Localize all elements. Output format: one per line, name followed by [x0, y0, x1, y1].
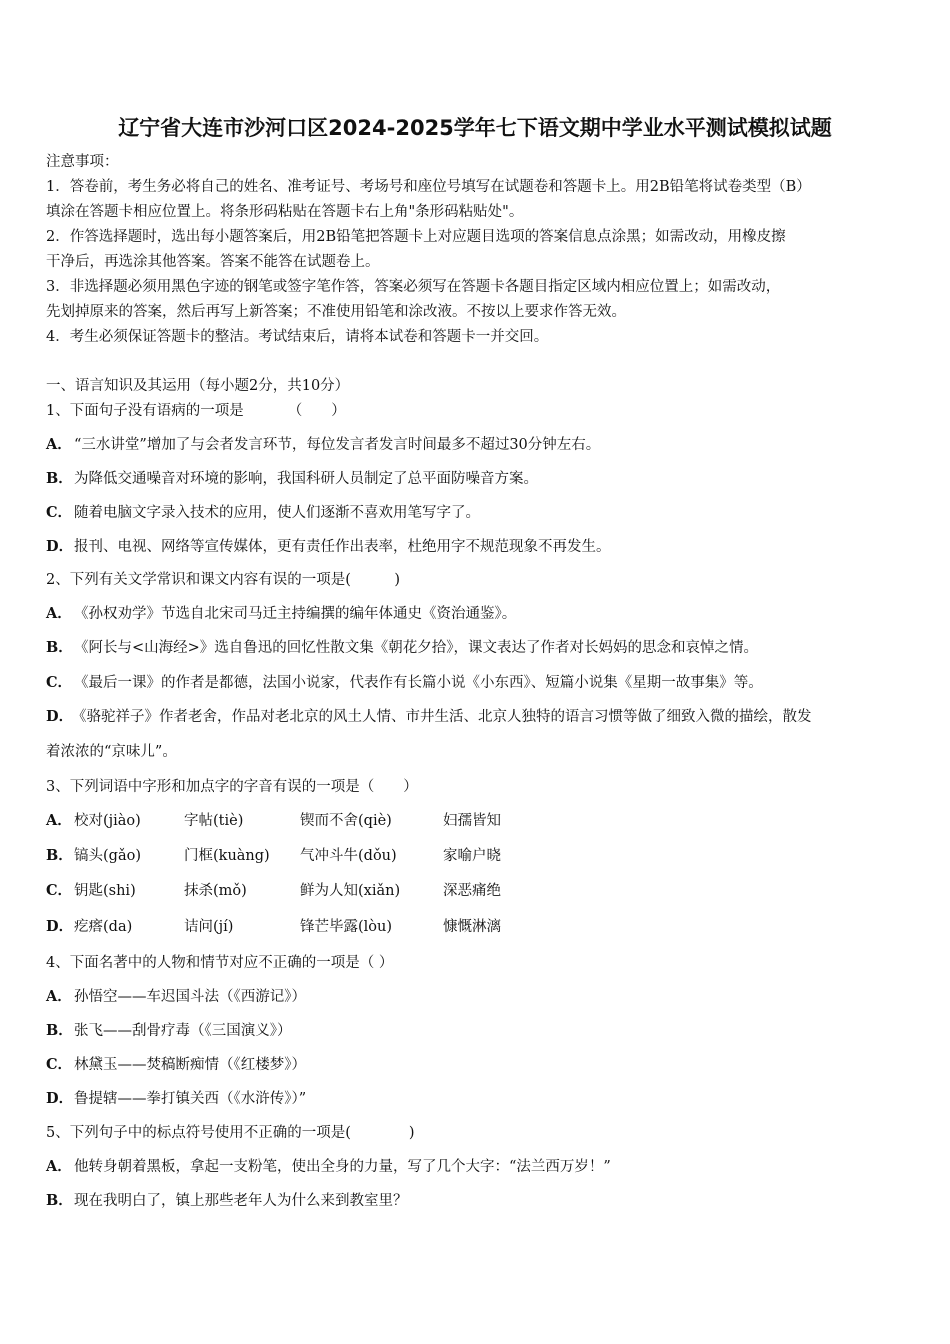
word-cell: 气冲斗牛(dǒu): [300, 848, 397, 864]
word-cell: 诘问(jí): [184, 919, 234, 935]
option-row: [46, 503, 480, 523]
notes-line: 3．非选择题必须用黑色字迹的钢笔或签字笔作答，答案必须写在答题卡各题目指定区域内相应位置上；如需改动，: [46, 279, 781, 295]
option-letter: A．: [46, 436, 72, 453]
option-text: 《骆驼祥子》作者老舍，作品对老北京的风土人情、市井生活、北京人独特的语言习惯等做了细致入微的描绘，散发: [72, 709, 812, 725]
answer-bracket: （ ）: [287, 403, 346, 419]
notes-line: 填涂在答题卡相应位置上。将条形码粘贴在答题卡右上角"条形码粘贴处"。: [46, 204, 524, 220]
option-text: 鲁提辖——拳打镇关西（《水浒传》）”: [74, 1091, 307, 1107]
option-row: [46, 435, 600, 455]
option-text: 为降低交通噪音对环境的影响，我国科研人员制定了总平面防噪音方案。: [74, 471, 538, 487]
word-cell: 校对(jiào): [74, 813, 141, 829]
word-cell: 抹杀(mǒ): [184, 883, 247, 899]
option-row: [46, 1157, 611, 1177]
option-letter: C．: [46, 1056, 73, 1073]
option-text: 孙悟空——车迟国斗法（《西游记》）: [74, 989, 306, 1005]
option-letter: A．: [46, 988, 72, 1005]
notes-line: 先划掉原来的答案，然后再写上新答案；不准使用铅笔和涂改液。不按以上要求作答无效。: [46, 304, 626, 320]
option-row: [46, 1191, 408, 1211]
option-row: [46, 469, 538, 489]
option-text: 现在我明白了，镇上那些老年人为什么来到教室里？: [74, 1193, 408, 1209]
section-heading: 一、语言知识及其运用（每小题2分，共10分）: [46, 378, 350, 394]
notes-line: 1．答卷前，考生务必将自己的姓名、准考证号、考场号和座位号填写在试题卷和答题卡上。用2B铅笔将试卷类型（B）: [46, 179, 811, 195]
notes-line: 2．作答选择题时，选出每小题答案后，用2B铅笔把答题卡上对应题目选项的答案信息点涂黑；如需改动，用橡皮擦: [46, 229, 786, 245]
option-letter: B．: [46, 470, 73, 487]
word-cell: 字帖(tiè): [184, 813, 244, 829]
option-text: 《阿长与<山海经>》选自鲁迅的回忆性散文集《朝花夕拾》，课文表达了作者对长妈妈的思念和哀悼之情。: [74, 640, 759, 656]
option-letter: C．: [46, 674, 73, 691]
option-row: [46, 1055, 306, 1075]
question-5-stem: 5、下列句子中的标点符号使用不正确的一项是( ): [46, 1125, 415, 1141]
option-letter: B．: [46, 1022, 73, 1039]
option-letter: D．: [46, 1090, 74, 1107]
word-cell: 疙瘩(da): [74, 919, 133, 935]
option-continuation: 着浓浓的“京味儿”。: [46, 744, 177, 760]
option-letter: D．: [46, 708, 74, 725]
option-text: 《最后一课》的作者是都德，法国小说家，代表作有长篇小说《小东西》、短篇小说集《星期一故事集》等。: [74, 675, 763, 691]
option-row: [46, 537, 611, 557]
notes-line: 4．考生必须保证答题卡的整洁。考试结束后，请将本试卷和答题卡一并交回。: [46, 329, 549, 345]
option-text: 《孙权劝学》节选自北宋司马迁主持编撰的编年体通史《资治通鉴》。: [74, 606, 517, 622]
option-row: [46, 638, 758, 658]
option-text: 张飞——刮骨疗毒（《三国演义》）: [74, 1023, 292, 1039]
option-letter: C．: [46, 504, 73, 521]
option-text: “三水讲堂”增加了与会者发言环节，每位发言者发言时间最多不超过30分钟左右。: [74, 437, 601, 453]
question-2-stem: 2、下列有关文学常识和课文内容有误的一项是( ): [46, 572, 401, 588]
word-cell: 慷慨淋漓: [443, 919, 501, 935]
word-cell: 深恶痛绝: [443, 883, 501, 899]
option-letter: A．: [46, 605, 72, 622]
option-letter: D．: [46, 538, 74, 555]
word-cell: 锋芒毕露(lòu): [300, 919, 393, 935]
page-title: 辽宁省大连市沙河口区2024-2025学年七下语文期中学业水平测试模拟试题: [118, 116, 832, 140]
option-text: 随着电脑文字录入技术的应用，使人们逐渐不喜欢用笔写字了。: [74, 505, 480, 521]
option-letter: A．: [46, 1158, 72, 1175]
word-cell: 钥匙(shi): [74, 883, 136, 899]
option-row: [46, 1021, 292, 1041]
notes-heading: 注意事项：: [46, 154, 119, 170]
question-stem-text: 1、下面句子没有语病的一项是: [46, 403, 244, 419]
word-cell: 锲而不舍(qiè): [300, 813, 392, 829]
option-letter: B．: [46, 847, 73, 864]
option-letter: B．: [46, 1192, 73, 1209]
word-cell: 家喻户晓: [443, 848, 501, 864]
word-cell: 妇孺皆知: [443, 813, 501, 829]
option-text: 报刊、电视、网络等宣传媒体，更有责任作出表率，杜绝用字不规范现象不再发生。: [74, 539, 611, 555]
option-row: [46, 673, 763, 693]
option-letter: C．: [46, 882, 73, 899]
question-4-stem: 4、下面名著中的人物和情节对应不正确的一项是（ ）: [46, 955, 394, 971]
option-row: [46, 1089, 306, 1109]
option-letter: B．: [46, 639, 73, 656]
word-cell: 鲜为人知(xiǎn): [300, 883, 401, 899]
option-row: [46, 987, 306, 1007]
option-letter: D．: [46, 918, 74, 935]
option-text: 他转身朝着黑板，拿起一支粉笔，使出全身的力量，写了几个大字：“法兰西万岁！”: [74, 1159, 611, 1175]
question-1-stem: [46, 401, 346, 421]
option-letter: A．: [46, 812, 72, 829]
option-row: [46, 604, 516, 624]
option-row: [46, 707, 812, 727]
word-cell: 镐头(gǎo): [74, 848, 141, 864]
question-3-stem: 3、下列词语中字形和加点字的字音有误的一项是（ ）: [46, 779, 418, 795]
notes-line: 干净后，再选涂其他答案。答案不能答在试题卷上。: [46, 254, 380, 270]
option-text: 林黛玉——焚稿断痴情（《红楼梦》）: [74, 1057, 306, 1073]
word-cell: 门框(kuàng): [184, 848, 270, 864]
